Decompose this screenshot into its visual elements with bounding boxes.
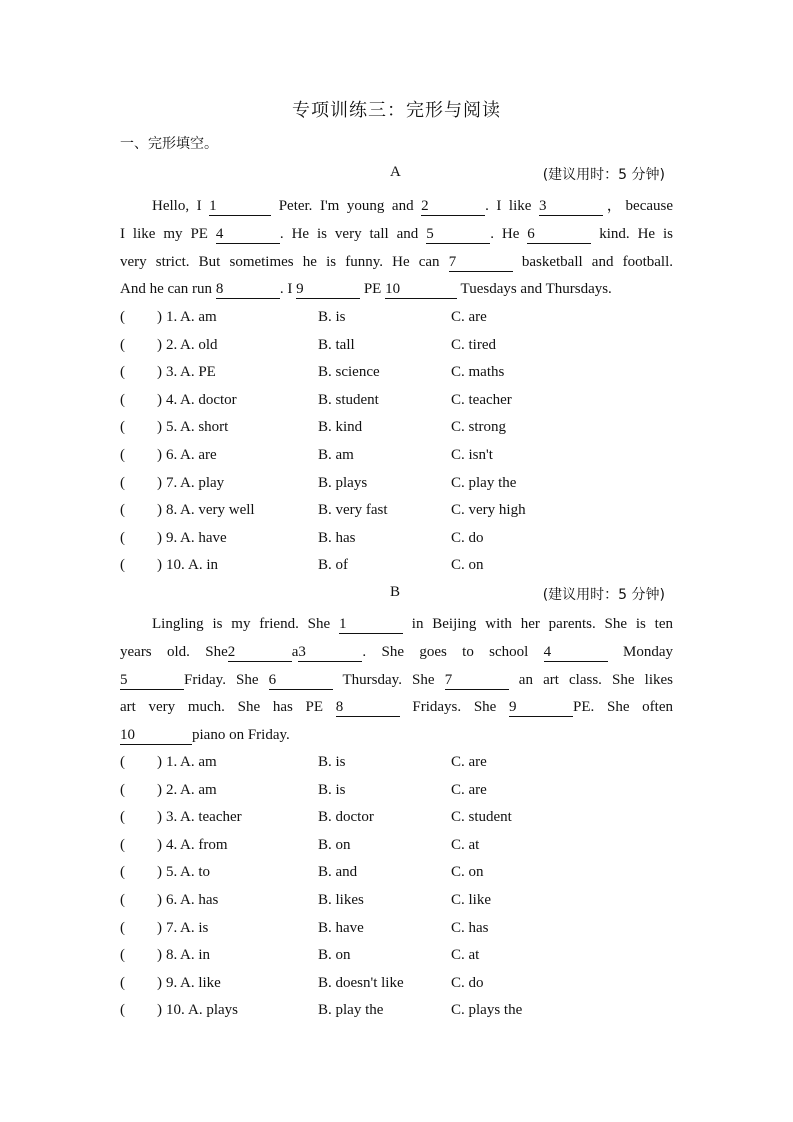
passage-text: . I: [279, 281, 297, 298]
paren-close: ): [157, 754, 162, 770]
question-row: [120, 749, 673, 777]
paren-close: ): [157, 336, 162, 353]
blank-6[interactable]: 6: [527, 225, 591, 244]
answer-paren-open[interactable]: (: [120, 419, 125, 436]
question-num: 2.: [166, 781, 178, 798]
question-number: [157, 777, 177, 805]
option-c: C. on: [451, 864, 484, 881]
passage-text: a: [291, 643, 299, 660]
passage-line: [120, 276, 673, 304]
question-row: [120, 442, 673, 470]
question-row: [120, 942, 673, 970]
question-number: [157, 942, 177, 970]
question-row: [120, 997, 673, 1025]
passage-line: [120, 611, 673, 639]
question-row: [120, 887, 673, 915]
blank-10[interactable]: 10: [385, 280, 457, 299]
part-a-header: [120, 164, 673, 184]
option-a: A. am: [180, 754, 217, 770]
question-num: 7.: [166, 474, 178, 491]
option-c: C. very high: [451, 502, 526, 519]
answer-paren-open[interactable]: (: [120, 919, 125, 936]
option-c: C. are: [451, 754, 487, 770]
answer-paren-open[interactable]: (: [120, 557, 125, 574]
blank-4[interactable]: 4: [216, 225, 280, 244]
question-num: 9.: [166, 974, 178, 991]
passage-line: [120, 639, 673, 667]
option-b: B. science: [318, 364, 380, 381]
question-num: 3.: [166, 364, 178, 381]
question-number: [157, 970, 177, 998]
answer-paren-open[interactable]: (: [120, 446, 125, 463]
option-a: A. to: [180, 864, 210, 881]
question-number: [157, 749, 177, 777]
answer-paren-open[interactable]: (: [120, 391, 125, 408]
passage-text: Lingling is my friend. She: [152, 616, 339, 632]
answer-paren-open[interactable]: (: [120, 502, 125, 519]
paren-close: ): [157, 781, 162, 798]
passage-line: [120, 221, 673, 249]
answer-paren-open[interactable]: (: [120, 364, 125, 381]
blank-4[interactable]: 4: [544, 643, 608, 662]
answer-paren-open[interactable]: (: [120, 474, 125, 491]
option-c: C. play the: [451, 474, 517, 491]
part-a-letter: A: [390, 164, 401, 180]
option-b: B. very fast: [318, 502, 388, 519]
option-a: A. in: [180, 947, 210, 964]
option-b: B. plays: [318, 474, 368, 491]
passage-text: PE: [360, 281, 386, 298]
blank-3[interactable]: 3: [539, 197, 603, 216]
options-b: [120, 749, 673, 1025]
passage-text: Fridays. She: [399, 699, 510, 716]
paren-close: ): [157, 364, 162, 381]
blank-2[interactable]: 2: [421, 197, 485, 216]
part-b-header: [120, 584, 673, 604]
option-c: C. at: [451, 947, 480, 964]
answer-paren-open[interactable]: (: [120, 529, 125, 546]
question-num: 6.: [166, 446, 178, 463]
option-b: B. likes: [318, 891, 364, 908]
passage-text: . I like: [485, 198, 539, 214]
question-number: [157, 414, 177, 442]
paren-close: ): [157, 309, 162, 325]
passage-text: Friday. She: [184, 671, 269, 688]
question-row: [120, 552, 673, 580]
question-row: [120, 915, 673, 943]
question-number: [157, 359, 177, 387]
option-a: A. short: [180, 419, 229, 436]
paren-close: ): [157, 919, 162, 936]
passage-text: Hello, I: [152, 198, 210, 214]
passage-line: [120, 249, 673, 277]
passage-line: [120, 722, 673, 750]
answer-paren-open[interactable]: (: [120, 891, 125, 908]
options-a: [120, 304, 673, 580]
option-c: C. teacher: [451, 391, 512, 408]
paren-close: ): [157, 446, 162, 463]
option-b: B. of: [318, 557, 348, 574]
paren-close: ): [157, 502, 162, 519]
question-number: [157, 332, 177, 360]
question-num: 8.: [166, 947, 178, 964]
option-c: C. do: [451, 529, 484, 546]
option-c: C. are: [451, 781, 487, 798]
paren-close: ): [157, 1002, 162, 1019]
option-b: B. on: [318, 947, 351, 964]
passage-text: Tuesdays and Thursdays.: [457, 281, 612, 298]
option-c: C. isn't: [451, 446, 493, 463]
question-num: 8.: [166, 502, 178, 519]
question-row: [120, 832, 673, 860]
question-number: [157, 525, 177, 553]
question-num: 4.: [166, 836, 178, 853]
question-number: [157, 442, 177, 470]
option-a: A. play: [180, 474, 225, 491]
option-a: A. am: [180, 781, 217, 798]
passage-text: Thursday. She: [332, 671, 445, 688]
option-c: C. maths: [451, 364, 505, 381]
passage-text: ，because: [602, 198, 674, 214]
passage-text: kind. He is: [591, 225, 673, 242]
blank-3[interactable]: 3: [298, 643, 362, 662]
passage-text: years old. She: [120, 643, 228, 660]
paren-close: ): [157, 864, 162, 881]
question-number: [157, 470, 177, 498]
option-a: A. plays: [188, 1002, 238, 1019]
paren-close: ): [157, 809, 162, 826]
option-a: A. has: [180, 891, 219, 908]
option-c: C. strong: [451, 419, 507, 436]
option-a: A. have: [180, 529, 227, 546]
option-c: C. do: [451, 974, 484, 991]
passage-text: PE. She often: [573, 699, 673, 716]
option-a: A. very well: [180, 502, 255, 519]
option-a: A. teacher: [180, 809, 242, 826]
question-num: 5.: [166, 419, 178, 436]
option-b: B. doctor: [318, 809, 374, 826]
option-c: C. on: [451, 557, 484, 574]
section-heading: 一、完形填空。: [120, 136, 218, 152]
option-b: B. am: [318, 446, 354, 463]
answer-paren-open[interactable]: (: [120, 336, 125, 353]
question-row: [120, 359, 673, 387]
passage-b: [120, 611, 673, 750]
paren-close: ): [157, 557, 162, 574]
passage-text: . He is very tall and: [279, 225, 427, 242]
passage-a: [120, 193, 673, 304]
option-b: B. is: [318, 754, 346, 770]
question-number: [157, 997, 185, 1025]
option-a: A. is: [180, 919, 209, 936]
answer-paren-open[interactable]: (: [120, 781, 125, 798]
option-a: A. from: [180, 836, 228, 853]
question-row: [120, 304, 673, 332]
passage-text: very strict. But sometimes he is funny. He can: [120, 253, 449, 270]
question-number: [157, 859, 177, 887]
passage-text: basketball and football.: [512, 253, 673, 270]
question-num: 10.: [166, 1002, 185, 1019]
passage-text: an art class. She likes: [508, 671, 673, 688]
paren-close: ): [157, 391, 162, 408]
option-a: A. in: [188, 557, 218, 574]
question-row: [120, 525, 673, 553]
question-num: 5.: [166, 864, 178, 881]
question-num: 4.: [166, 391, 178, 408]
passage-text: Peter. I'm young and: [271, 198, 422, 214]
part-b-time: (建议用时：5 分钟): [542, 587, 665, 603]
blank-2[interactable]: 2: [228, 643, 292, 662]
passage-text: I like my PE: [120, 225, 216, 242]
question-row: [120, 777, 673, 805]
option-b: B. is: [318, 781, 346, 798]
answer-paren-open[interactable]: (: [120, 1002, 125, 1019]
paren-close: ): [157, 947, 162, 964]
option-c: C. has: [451, 919, 489, 936]
question-num: 10.: [166, 557, 185, 574]
option-b: B. have: [318, 919, 364, 936]
question-row: [120, 970, 673, 998]
passage-text: . She goes to school: [362, 643, 544, 660]
answer-paren-open[interactable]: (: [120, 864, 125, 881]
blank-9[interactable]: 9: [509, 698, 573, 717]
option-b: B. and: [318, 864, 358, 881]
question-num: 7.: [166, 919, 178, 936]
paren-close: ): [157, 891, 162, 908]
blank-9[interactable]: 9: [296, 280, 360, 299]
question-num: 9.: [166, 529, 178, 546]
question-number: [157, 832, 177, 860]
question-row: [120, 804, 673, 832]
question-num: 3.: [166, 809, 178, 826]
answer-paren-open[interactable]: (: [120, 974, 125, 991]
option-c: C. are: [451, 309, 487, 325]
part-b-letter: B: [390, 584, 401, 600]
answer-paren-open[interactable]: (: [120, 309, 125, 325]
question-num: 1.: [166, 754, 178, 770]
answer-paren-open[interactable]: (: [120, 947, 125, 964]
passage-text: in Beijing with her parents. She is ten: [402, 616, 673, 632]
option-b: B. is: [318, 309, 346, 325]
option-b: B. doesn't like: [318, 974, 404, 991]
answer-paren-open[interactable]: (: [120, 836, 125, 853]
passage-text: art very much. She has PE: [120, 699, 336, 716]
blank-1[interactable]: 1: [209, 197, 271, 216]
answer-paren-open[interactable]: (: [120, 809, 125, 826]
option-a: A. doctor: [180, 391, 237, 408]
blank-1[interactable]: 1: [339, 615, 403, 634]
passage-text: And he can run: [120, 281, 216, 298]
blank-10[interactable]: 10: [120, 726, 192, 745]
page-title: 专项训练三：完形与阅读: [292, 100, 501, 121]
passage-text: . He: [490, 225, 528, 242]
question-number: [157, 552, 185, 580]
option-a: A. are: [180, 446, 217, 463]
question-num: 1.: [166, 309, 178, 325]
question-row: [120, 387, 673, 415]
option-b: B. on: [318, 836, 351, 853]
question-row: [120, 414, 673, 442]
paren-close: ): [157, 974, 162, 991]
passage-text: piano on Friday.: [192, 727, 290, 744]
option-c: C. student: [451, 809, 512, 826]
question-number: [157, 497, 177, 525]
blank-6[interactable]: 6: [269, 671, 333, 690]
passage-line: [120, 694, 673, 722]
option-b: B. tall: [318, 336, 355, 353]
option-a: A. old: [180, 336, 218, 353]
option-c: C. like: [451, 891, 491, 908]
question-row: [120, 470, 673, 498]
blank-8[interactable]: 8: [216, 280, 280, 299]
question-number: [157, 915, 177, 943]
blank-5[interactable]: 5: [426, 225, 490, 244]
question-row: [120, 332, 673, 360]
blank-7[interactable]: 7: [445, 671, 509, 690]
option-c: C. plays the: [451, 1002, 523, 1019]
question-number: [157, 804, 177, 832]
paren-close: ): [157, 474, 162, 491]
option-a: A. PE: [180, 364, 216, 381]
question-number: [157, 387, 177, 415]
option-c: C. at: [451, 836, 480, 853]
question-num: 2.: [166, 336, 178, 353]
option-a: A. am: [180, 309, 217, 325]
option-b: B. student: [318, 391, 379, 408]
passage-line: [120, 193, 673, 221]
passage-text: Monday: [607, 643, 673, 660]
option-b: B. kind: [318, 419, 363, 436]
option-c: C. tired: [451, 336, 496, 353]
part-a-time: (建议用时：5 分钟): [542, 167, 665, 183]
paren-close: ): [157, 836, 162, 853]
blank-8[interactable]: 8: [336, 698, 400, 717]
option-b: B. play the: [318, 1002, 384, 1019]
option-a: A. like: [180, 974, 221, 991]
paren-close: ): [157, 419, 162, 436]
question-number: [157, 304, 177, 332]
question-number: [157, 887, 177, 915]
question-row: [120, 497, 673, 525]
question-row: [120, 859, 673, 887]
blank-5[interactable]: 5: [120, 671, 184, 690]
answer-paren-open[interactable]: (: [120, 754, 125, 770]
blank-7[interactable]: 7: [449, 253, 513, 272]
passage-line: [120, 667, 673, 695]
question-num: 6.: [166, 891, 178, 908]
option-b: B. has: [318, 529, 356, 546]
paren-close: ): [157, 529, 162, 546]
